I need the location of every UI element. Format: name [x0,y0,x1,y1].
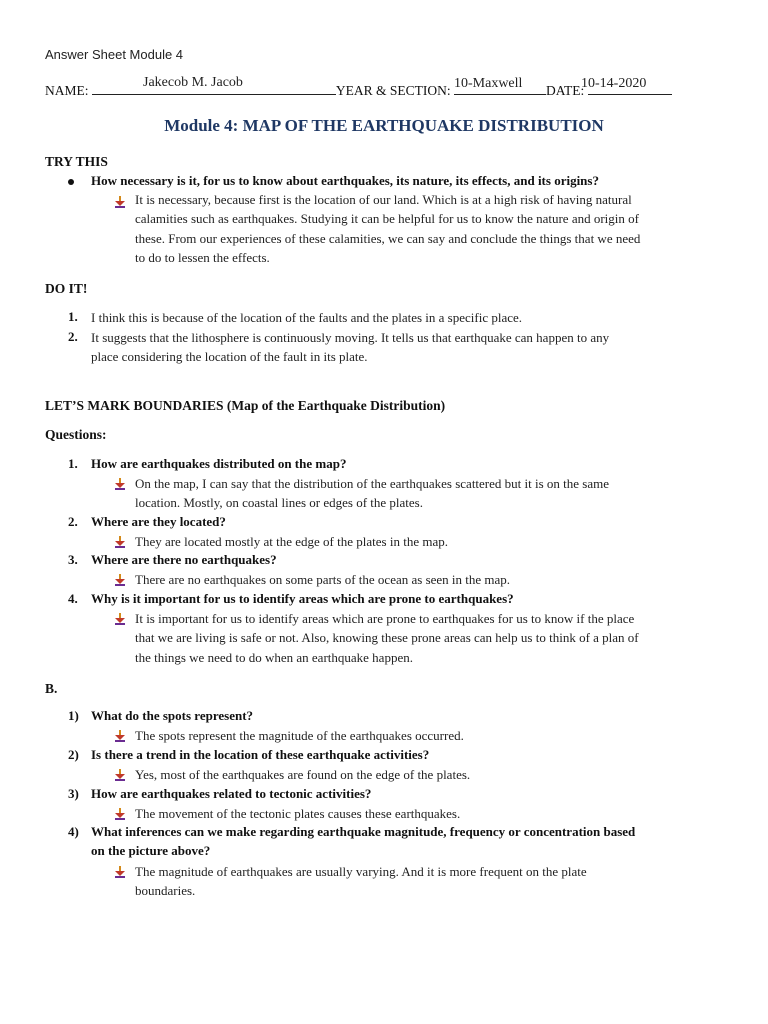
arrow-bullet-icon [115,574,125,586]
question-text: Is there a trend in the location of these earthquake activities? [91,747,430,762]
answer-line: calamities such as earthquakes. Studying it can be helpful for us to know the nature and origin of [135,211,639,227]
name-label: NAME: [45,83,89,98]
question-number: 2. [68,514,78,529]
answer-line: boundaries. [135,882,196,898]
try-this-heading: TRY THIS [45,154,108,169]
arrow-bullet-icon [115,769,125,781]
arrow-bullet-icon [115,536,125,548]
arrow-bullet-icon [115,196,125,208]
name-underline [92,82,336,95]
question-text: Where are there no earthquakes? [91,552,277,567]
date-value: 10-14-2020 [581,76,647,91]
section-underline [454,82,546,95]
answer-line: these. From our experiences of these calamities, we can say and conclude the things that we need [135,230,641,246]
do-it-heading: DO IT! [45,281,88,296]
answer-line: It is necessary, because first is the location of our land. Which is at a high risk of having natural [135,192,632,207]
mark-boundaries-heading: LET’S MARK BOUNDARIES (Map of the Earthquake Distribution) [45,398,446,413]
answer-line: location. Mostly, on coastal lines or edges of the plates. [135,495,423,511]
question-text: Why is it important for us to identify areas which are prone to earthquakes? [91,591,514,606]
arrow-bullet-icon [115,478,125,490]
date-label: DATE: [546,83,585,98]
list-item: place considering the location of the fault in its plate. [91,349,368,365]
sheet-title: Answer Sheet Module 4 [45,47,184,62]
list-number: 2. [68,328,78,344]
answer-line: to do to lessen the effects. [135,249,270,265]
question-number: 1. [68,456,78,471]
module-title: Module 4: MAP OF THE EARTHQUAKE DISTRIBUTION [164,116,604,135]
answer-line: They are located mostly at the edge of the plates in the map. [135,534,448,549]
list-number: 1. [68,309,78,324]
section-b-heading: B. [45,681,58,696]
question-text: on the picture above? [91,843,211,859]
question-number: 4. [68,591,78,606]
question-text: What inferences can we make regarding earthquake magnitude, frequency or concentration based [91,824,636,839]
arrow-bullet-icon [115,808,125,820]
arrow-bullet-icon [115,730,125,742]
year-section-label: YEAR & SECTION: [335,83,451,98]
try-this-question: How necessary is it, for us to know about earthquakes, its nature, its effects, and its origins? [91,173,599,188]
question-number: 3. [68,552,78,567]
answer-line: It is important for us to identify areas which are prone to earthquakes for us to know if the place [135,611,635,626]
date-underline [588,82,672,95]
answer-line: On the map, I can say that the distribution of the earthquakes scattered but it is on the same [135,476,610,491]
question-number: 2) [68,747,79,762]
list-item: It suggests that the lithosphere is continuously moving. It tells us that earthquake can happen to any [91,329,610,345]
question-text: Where are they located? [91,514,226,529]
section-value: 10-Maxwell [454,76,523,91]
question-number: 4) [68,824,79,839]
question-number: 3) [68,786,79,801]
arrow-bullet-icon [115,866,125,878]
info-line [45,82,672,99]
answer-line: There are no earthquakes on some parts of the ocean as seen in the map. [135,572,511,587]
answer-line: that we are living is safe or not. Also, knowing these prone areas can help us to think of a plan of [135,630,639,646]
arrow-bullet-icon [115,613,125,625]
question-text: How are earthquakes related to tectonic activities? [91,786,372,801]
list-item: I think this is because of the location of the faults and the plates in a specific place. [91,310,523,325]
name-value: Jakecob M. Jacob [143,75,243,90]
answer-line: the things we need to do when an earthquake happen. [135,649,413,665]
answer-line: The spots represent the magnitude of the earthquakes occurred. [135,728,464,744]
question-text: How are earthquakes distributed on the map? [91,456,347,471]
question-text: What do the spots represent? [91,708,254,723]
questions-label: Questions: [45,427,107,442]
bullet-dot-icon [68,179,74,185]
answer-line: Yes, most of the earthquakes are found on the edge of the plates. [135,767,471,783]
question-number: 1) [68,708,79,723]
answer-line: The movement of the tectonic plates causes these earthquakes. [135,806,461,822]
answer-line: The magnitude of earthquakes are usually varying. And it is more frequent on the plate [135,863,587,879]
